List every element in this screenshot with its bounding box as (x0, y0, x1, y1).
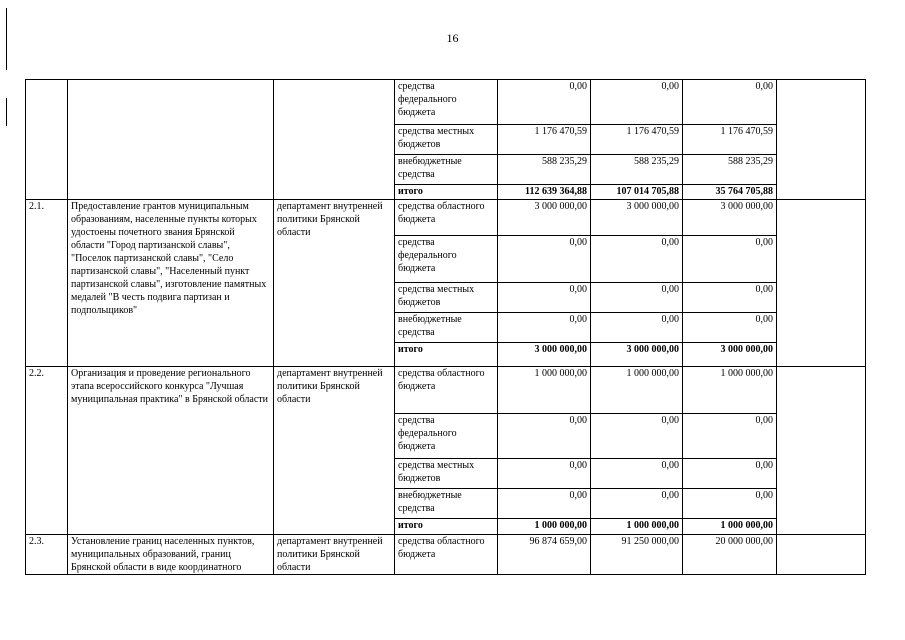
value-cell: 0,00 (498, 236, 591, 283)
activity-title-cell: Предоставление грантов муниципальным образованиям, населенные пункты которых удостоены почетного звания Брянской области "Город партизанской славы", "Поселок партизанской славы", "Село партизанской славы", "Населенный пункт партизанской славы", изготовление памятных медалей "В честь подвига партизан и подпольщиков" (68, 200, 274, 367)
value-cell: 588 235,29 (591, 155, 683, 185)
total-label: итого (395, 343, 498, 367)
value-cell: 0,00 (591, 414, 683, 459)
activity-title-cell (68, 535, 274, 575)
margin-mark (6, 8, 7, 70)
value-cell: 1 000 000,00 (683, 367, 777, 414)
value-cell: 0,00 (683, 313, 777, 343)
empty-cell (777, 535, 866, 575)
funding-source: средства федерального бюджета (395, 80, 498, 125)
row-number-cell (26, 80, 68, 200)
value-cell: 91 250 000,00 (591, 535, 683, 575)
table-row (26, 367, 866, 414)
row-number-cell: 2.3. (26, 535, 68, 575)
total-label: итого (395, 519, 498, 535)
value-cell: 1 000 000,00 (591, 367, 683, 414)
table-row (26, 80, 866, 125)
activity-title: Установление границ населенных пунктов, муниципальных образований, границ Брянской области в виде координатного (71, 536, 255, 573)
value-cell: 3 000 000,00 (498, 200, 591, 236)
value-cell: 0,00 (591, 459, 683, 489)
value-cell: 3 000 000,00 (591, 200, 683, 236)
value-cell: 0,00 (498, 414, 591, 459)
empty-cell (777, 80, 866, 200)
funding-source: средства местных бюджетов (395, 459, 498, 489)
page-number: 16 (446, 31, 459, 45)
value-cell: 96 874 659,00 (498, 535, 591, 575)
row-number-cell: 2.1. (26, 200, 68, 367)
margin-mark (6, 98, 7, 126)
value-cell: 1 176 470,59 (683, 125, 777, 155)
value-cell: 0,00 (591, 489, 683, 519)
total-value: 1 000 000,00 (591, 519, 683, 535)
total-value: 1 000 000,00 (683, 519, 777, 535)
value-cell: 0,00 (498, 459, 591, 489)
funding-source: средства федерального бюджета (395, 236, 498, 283)
funding-source: средства областного бюджета (395, 535, 498, 575)
value-cell: 20 000 000,00 (683, 535, 777, 575)
empty-cell (777, 367, 866, 535)
value-cell: 588 235,29 (683, 155, 777, 185)
empty-cell (777, 200, 866, 367)
value-cell: 0,00 (683, 283, 777, 313)
funding-source: средства местных бюджетов (395, 283, 498, 313)
funding-source: внебюджетные средства (395, 155, 498, 185)
total-label: итого (395, 185, 498, 200)
value-cell: 0,00 (498, 80, 591, 125)
funding-source: внебюджетные средства (395, 489, 498, 519)
department-cell (274, 535, 395, 575)
value-cell: 1 176 470,59 (591, 125, 683, 155)
total-value: 112 639 364,88 (498, 185, 591, 200)
department-cell: департамент внутренней политики Брянской области (274, 367, 395, 535)
row-number-cell: 2.2. (26, 367, 68, 535)
value-cell: 0,00 (591, 236, 683, 283)
value-cell: 588 235,29 (498, 155, 591, 185)
funding-source: средства федерального бюджета (395, 414, 498, 459)
department-cell (274, 80, 395, 200)
value-cell: 1 000 000,00 (498, 367, 591, 414)
value-cell: 0,00 (498, 313, 591, 343)
value-cell: 0,00 (591, 313, 683, 343)
value-cell: 1 176 470,59 (498, 125, 591, 155)
department-cell: департамент внутренней политики Брянской области (274, 200, 395, 367)
funding-source: внебюджетные средства (395, 313, 498, 343)
value-cell: 0,00 (683, 459, 777, 489)
value-cell: 3 000 000,00 (683, 200, 777, 236)
funding-source: средства местных бюджетов (395, 125, 498, 155)
value-cell: 0,00 (683, 236, 777, 283)
value-cell: 0,00 (591, 80, 683, 125)
table-row (26, 200, 866, 236)
total-value: 3 000 000,00 (498, 343, 591, 367)
total-value: 3 000 000,00 (683, 343, 777, 367)
budget-table (25, 79, 866, 575)
value-cell: 0,00 (683, 414, 777, 459)
value-cell: 0,00 (498, 489, 591, 519)
value-cell: 0,00 (498, 283, 591, 313)
total-value: 107 014 705,88 (591, 185, 683, 200)
total-value: 35 764 705,88 (683, 185, 777, 200)
value-cell: 0,00 (591, 283, 683, 313)
value-cell: 0,00 (683, 80, 777, 125)
total-value: 1 000 000,00 (498, 519, 591, 535)
department-name: департамент внутренней политики Брянской области (277, 536, 383, 573)
activity-title-cell: Организация и проведение регионального этапа всероссийского конкурса "Лучшая муниципальная практика" в Брянской области (68, 367, 274, 535)
table-row (26, 535, 866, 575)
activity-title-cell (68, 80, 274, 200)
value-cell: 0,00 (683, 489, 777, 519)
funding-source: средства областного бюджета (395, 367, 498, 414)
total-value: 3 000 000,00 (591, 343, 683, 367)
funding-source: средства областного бюджета (395, 200, 498, 236)
